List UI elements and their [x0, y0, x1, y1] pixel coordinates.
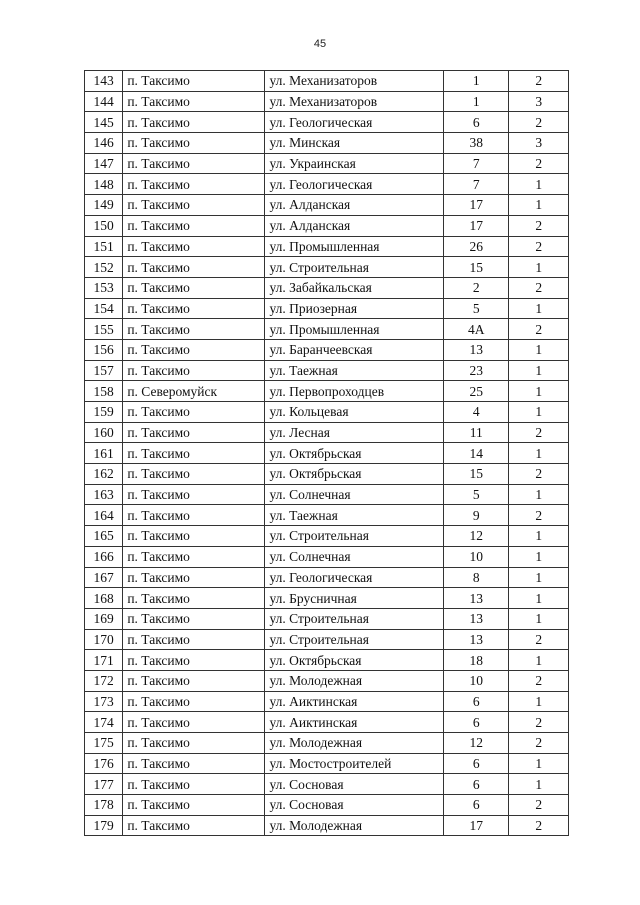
row-number-cell: 155	[85, 319, 123, 340]
street-cell: ул. Алданская	[265, 215, 443, 236]
table-row	[85, 236, 569, 257]
quantity-cell: 1	[509, 753, 569, 774]
street-cell: ул. Молодежная	[265, 815, 443, 836]
table-row	[85, 257, 569, 278]
settlement-cell: п. Таксимо	[123, 174, 265, 195]
table-row	[85, 774, 569, 795]
quantity-cell: 2	[509, 464, 569, 485]
row-number-cell: 172	[85, 670, 123, 691]
street-cell: ул. Аиктинская	[265, 691, 443, 712]
house-number-cell: 12	[443, 733, 509, 754]
settlement-cell: п. Таксимо	[123, 712, 265, 733]
settlement-cell: п. Таксимо	[123, 484, 265, 505]
house-number-cell: 4	[443, 402, 509, 423]
street-cell: ул. Приозерная	[265, 298, 443, 319]
table-row	[85, 670, 569, 691]
settlement-cell: п. Таксимо	[123, 505, 265, 526]
street-cell: ул. Сосновая	[265, 795, 443, 816]
table-row	[85, 215, 569, 236]
row-number-cell: 166	[85, 546, 123, 567]
settlement-cell: п. Таксимо	[123, 298, 265, 319]
settlement-cell: п. Таксимо	[123, 195, 265, 216]
house-number-cell: 15	[443, 257, 509, 278]
row-number-cell: 168	[85, 588, 123, 609]
table-row	[85, 546, 569, 567]
quantity-cell: 1	[509, 360, 569, 381]
settlement-cell: п. Таксимо	[123, 733, 265, 754]
quantity-cell: 1	[509, 567, 569, 588]
table-row	[85, 402, 569, 423]
table-row	[85, 174, 569, 195]
table-row	[85, 195, 569, 216]
row-number-cell: 146	[85, 133, 123, 154]
settlement-cell: п. Таксимо	[123, 753, 265, 774]
quantity-cell: 1	[509, 402, 569, 423]
table-row	[85, 733, 569, 754]
quantity-cell: 1	[509, 257, 569, 278]
house-number-cell: 5	[443, 298, 509, 319]
settlement-cell: п. Таксимо	[123, 153, 265, 174]
settlement-cell: п. Таксимо	[123, 402, 265, 423]
house-number-cell: 23	[443, 360, 509, 381]
settlement-cell: п. Таксимо	[123, 319, 265, 340]
street-cell: ул. Украинская	[265, 153, 443, 174]
street-cell: ул. Солнечная	[265, 546, 443, 567]
row-number-cell: 147	[85, 153, 123, 174]
row-number-cell: 169	[85, 608, 123, 629]
street-cell: ул. Геологическая	[265, 112, 443, 133]
row-number-cell: 153	[85, 277, 123, 298]
row-number-cell: 162	[85, 464, 123, 485]
quantity-cell: 2	[509, 712, 569, 733]
table-row	[85, 464, 569, 485]
row-number-cell: 148	[85, 174, 123, 195]
street-cell: ул. Геологическая	[265, 567, 443, 588]
street-cell: ул. Молодежная	[265, 733, 443, 754]
house-number-cell: 6	[443, 112, 509, 133]
quantity-cell: 1	[509, 691, 569, 712]
street-cell: ул. Таежная	[265, 360, 443, 381]
street-cell: ул. Сосновая	[265, 774, 443, 795]
table-row	[85, 650, 569, 671]
settlement-cell: п. Таксимо	[123, 422, 265, 443]
settlement-cell: п. Таксимо	[123, 91, 265, 112]
house-number-cell: 10	[443, 546, 509, 567]
quantity-cell: 3	[509, 133, 569, 154]
settlement-cell: п. Таксимо	[123, 546, 265, 567]
row-number-cell: 163	[85, 484, 123, 505]
house-number-cell: 6	[443, 712, 509, 733]
quantity-cell: 1	[509, 381, 569, 402]
street-cell: ул. Промышленная	[265, 236, 443, 257]
street-cell: ул. Таежная	[265, 505, 443, 526]
house-number-cell: 12	[443, 526, 509, 547]
row-number-cell: 173	[85, 691, 123, 712]
row-number-cell: 160	[85, 422, 123, 443]
table-row	[85, 712, 569, 733]
table-row	[85, 112, 569, 133]
quantity-cell: 1	[509, 588, 569, 609]
street-cell: ул. Строительная	[265, 257, 443, 278]
settlement-cell: п. Таксимо	[123, 236, 265, 257]
quantity-cell: 2	[509, 153, 569, 174]
street-cell: ул. Октябрьская	[265, 443, 443, 464]
house-number-cell: 17	[443, 195, 509, 216]
house-number-cell: 7	[443, 174, 509, 195]
row-number-cell: 178	[85, 795, 123, 816]
settlement-cell: п. Таксимо	[123, 526, 265, 547]
quantity-cell: 1	[509, 443, 569, 464]
settlement-cell: п. Таксимо	[123, 795, 265, 816]
table-row	[85, 319, 569, 340]
quantity-cell: 2	[509, 670, 569, 691]
settlement-cell: п. Таксимо	[123, 567, 265, 588]
house-number-cell: 7	[443, 153, 509, 174]
quantity-cell: 2	[509, 71, 569, 92]
settlement-cell: п. Таксимо	[123, 133, 265, 154]
street-cell: ул. Строительная	[265, 608, 443, 629]
house-number-cell: 13	[443, 629, 509, 650]
settlement-cell: п. Таксимо	[123, 112, 265, 133]
house-number-cell: 13	[443, 608, 509, 629]
table-row	[85, 691, 569, 712]
street-cell: ул. Лесная	[265, 422, 443, 443]
row-number-cell: 149	[85, 195, 123, 216]
street-cell: ул. Алданская	[265, 195, 443, 216]
house-number-cell: 8	[443, 567, 509, 588]
settlement-cell: п. Таксимо	[123, 608, 265, 629]
table-row	[85, 153, 569, 174]
street-cell: ул. Брусничная	[265, 588, 443, 609]
quantity-cell: 2	[509, 277, 569, 298]
table-row	[85, 629, 569, 650]
row-number-cell: 151	[85, 236, 123, 257]
row-number-cell: 159	[85, 402, 123, 423]
quantity-cell: 3	[509, 91, 569, 112]
table-row	[85, 753, 569, 774]
settlement-cell: п. Таксимо	[123, 339, 265, 360]
quantity-cell: 2	[509, 422, 569, 443]
quantity-cell: 2	[509, 815, 569, 836]
quantity-cell: 1	[509, 546, 569, 567]
street-cell: ул. Механизаторов	[265, 71, 443, 92]
quantity-cell: 2	[509, 215, 569, 236]
table-row	[85, 608, 569, 629]
table-row	[85, 443, 569, 464]
table-row	[85, 71, 569, 92]
table-row	[85, 133, 569, 154]
row-number-cell: 170	[85, 629, 123, 650]
house-number-cell: 1	[443, 91, 509, 112]
quantity-cell: 1	[509, 608, 569, 629]
settlement-cell: п. Северомуйск	[123, 381, 265, 402]
quantity-cell: 1	[509, 526, 569, 547]
settlement-cell: п. Таксимо	[123, 464, 265, 485]
settlement-cell: п. Таксимо	[123, 815, 265, 836]
table-row	[85, 91, 569, 112]
table-row	[85, 360, 569, 381]
table-row	[85, 588, 569, 609]
house-number-cell: 10	[443, 670, 509, 691]
settlement-cell: п. Таксимо	[123, 443, 265, 464]
row-number-cell: 165	[85, 526, 123, 547]
street-cell: ул. Минская	[265, 133, 443, 154]
quantity-cell: 2	[509, 795, 569, 816]
house-number-cell: 18	[443, 650, 509, 671]
house-number-cell: 6	[443, 691, 509, 712]
row-number-cell: 157	[85, 360, 123, 381]
quantity-cell: 2	[509, 319, 569, 340]
street-cell: ул. Октябрьская	[265, 650, 443, 671]
row-number-cell: 145	[85, 112, 123, 133]
row-number-cell: 174	[85, 712, 123, 733]
row-number-cell: 175	[85, 733, 123, 754]
row-number-cell: 156	[85, 339, 123, 360]
table-row	[85, 526, 569, 547]
quantity-cell: 1	[509, 650, 569, 671]
row-number-cell: 152	[85, 257, 123, 278]
table-row	[85, 422, 569, 443]
quantity-cell: 2	[509, 505, 569, 526]
table-row	[85, 795, 569, 816]
quantity-cell: 2	[509, 236, 569, 257]
row-number-cell: 143	[85, 71, 123, 92]
quantity-cell: 1	[509, 174, 569, 195]
street-cell: ул. Октябрьская	[265, 464, 443, 485]
table-row	[85, 277, 569, 298]
house-number-cell: 13	[443, 339, 509, 360]
table-row	[85, 567, 569, 588]
row-number-cell: 164	[85, 505, 123, 526]
row-number-cell: 176	[85, 753, 123, 774]
street-cell: ул. Солнечная	[265, 484, 443, 505]
quantity-cell: 2	[509, 733, 569, 754]
settlement-cell: п. Таксимо	[123, 774, 265, 795]
quantity-cell: 1	[509, 298, 569, 319]
house-number-cell: 5	[443, 484, 509, 505]
row-number-cell: 150	[85, 215, 123, 236]
row-number-cell: 171	[85, 650, 123, 671]
house-number-cell: 14	[443, 443, 509, 464]
house-number-cell: 13	[443, 588, 509, 609]
table-row	[85, 505, 569, 526]
row-number-cell: 144	[85, 91, 123, 112]
row-number-cell: 154	[85, 298, 123, 319]
table-row	[85, 815, 569, 836]
house-number-cell: 6	[443, 753, 509, 774]
house-number-cell: 15	[443, 464, 509, 485]
settlement-cell: п. Таксимо	[123, 650, 265, 671]
quantity-cell: 1	[509, 339, 569, 360]
settlement-cell: п. Таксимо	[123, 588, 265, 609]
row-number-cell: 167	[85, 567, 123, 588]
settlement-cell: п. Таксимо	[123, 215, 265, 236]
table-row	[85, 484, 569, 505]
house-number-cell: 26	[443, 236, 509, 257]
quantity-cell: 2	[509, 629, 569, 650]
street-cell: ул. Баранчеевская	[265, 339, 443, 360]
table-row	[85, 298, 569, 319]
house-number-cell: 11	[443, 422, 509, 443]
house-number-cell: 17	[443, 215, 509, 236]
row-number-cell: 177	[85, 774, 123, 795]
street-cell: ул. Механизаторов	[265, 91, 443, 112]
house-number-cell: 4А	[443, 319, 509, 340]
address-table	[84, 70, 569, 836]
house-number-cell: 17	[443, 815, 509, 836]
street-cell: ул. Строительная	[265, 526, 443, 547]
settlement-cell: п. Таксимо	[123, 257, 265, 278]
quantity-cell: 1	[509, 774, 569, 795]
street-cell: ул. Строительная	[265, 629, 443, 650]
house-number-cell: 2	[443, 277, 509, 298]
street-cell: ул. Геологическая	[265, 174, 443, 195]
street-cell: ул. Первопроходцев	[265, 381, 443, 402]
row-number-cell: 161	[85, 443, 123, 464]
street-cell: ул. Мостостроителей	[265, 753, 443, 774]
table-body	[85, 71, 569, 836]
settlement-cell: п. Таксимо	[123, 670, 265, 691]
house-number-cell: 9	[443, 505, 509, 526]
settlement-cell: п. Таксимо	[123, 71, 265, 92]
street-cell: ул. Промышленная	[265, 319, 443, 340]
street-cell: ул. Кольцевая	[265, 402, 443, 423]
row-number-cell: 179	[85, 815, 123, 836]
quantity-cell: 1	[509, 195, 569, 216]
table-row	[85, 339, 569, 360]
house-number-cell: 1	[443, 71, 509, 92]
settlement-cell: п. Таксимо	[123, 277, 265, 298]
table-row	[85, 381, 569, 402]
page-number: 45	[313, 38, 327, 50]
street-cell: ул. Молодежная	[265, 670, 443, 691]
street-cell: ул. Забайкальская	[265, 277, 443, 298]
settlement-cell: п. Таксимо	[123, 629, 265, 650]
settlement-cell: п. Таксимо	[123, 691, 265, 712]
house-number-cell: 6	[443, 795, 509, 816]
house-number-cell: 6	[443, 774, 509, 795]
row-number-cell: 158	[85, 381, 123, 402]
settlement-cell: п. Таксимо	[123, 360, 265, 381]
street-cell: ул. Аиктинская	[265, 712, 443, 733]
quantity-cell: 2	[509, 112, 569, 133]
house-number-cell: 38	[443, 133, 509, 154]
quantity-cell: 1	[509, 484, 569, 505]
house-number-cell: 25	[443, 381, 509, 402]
